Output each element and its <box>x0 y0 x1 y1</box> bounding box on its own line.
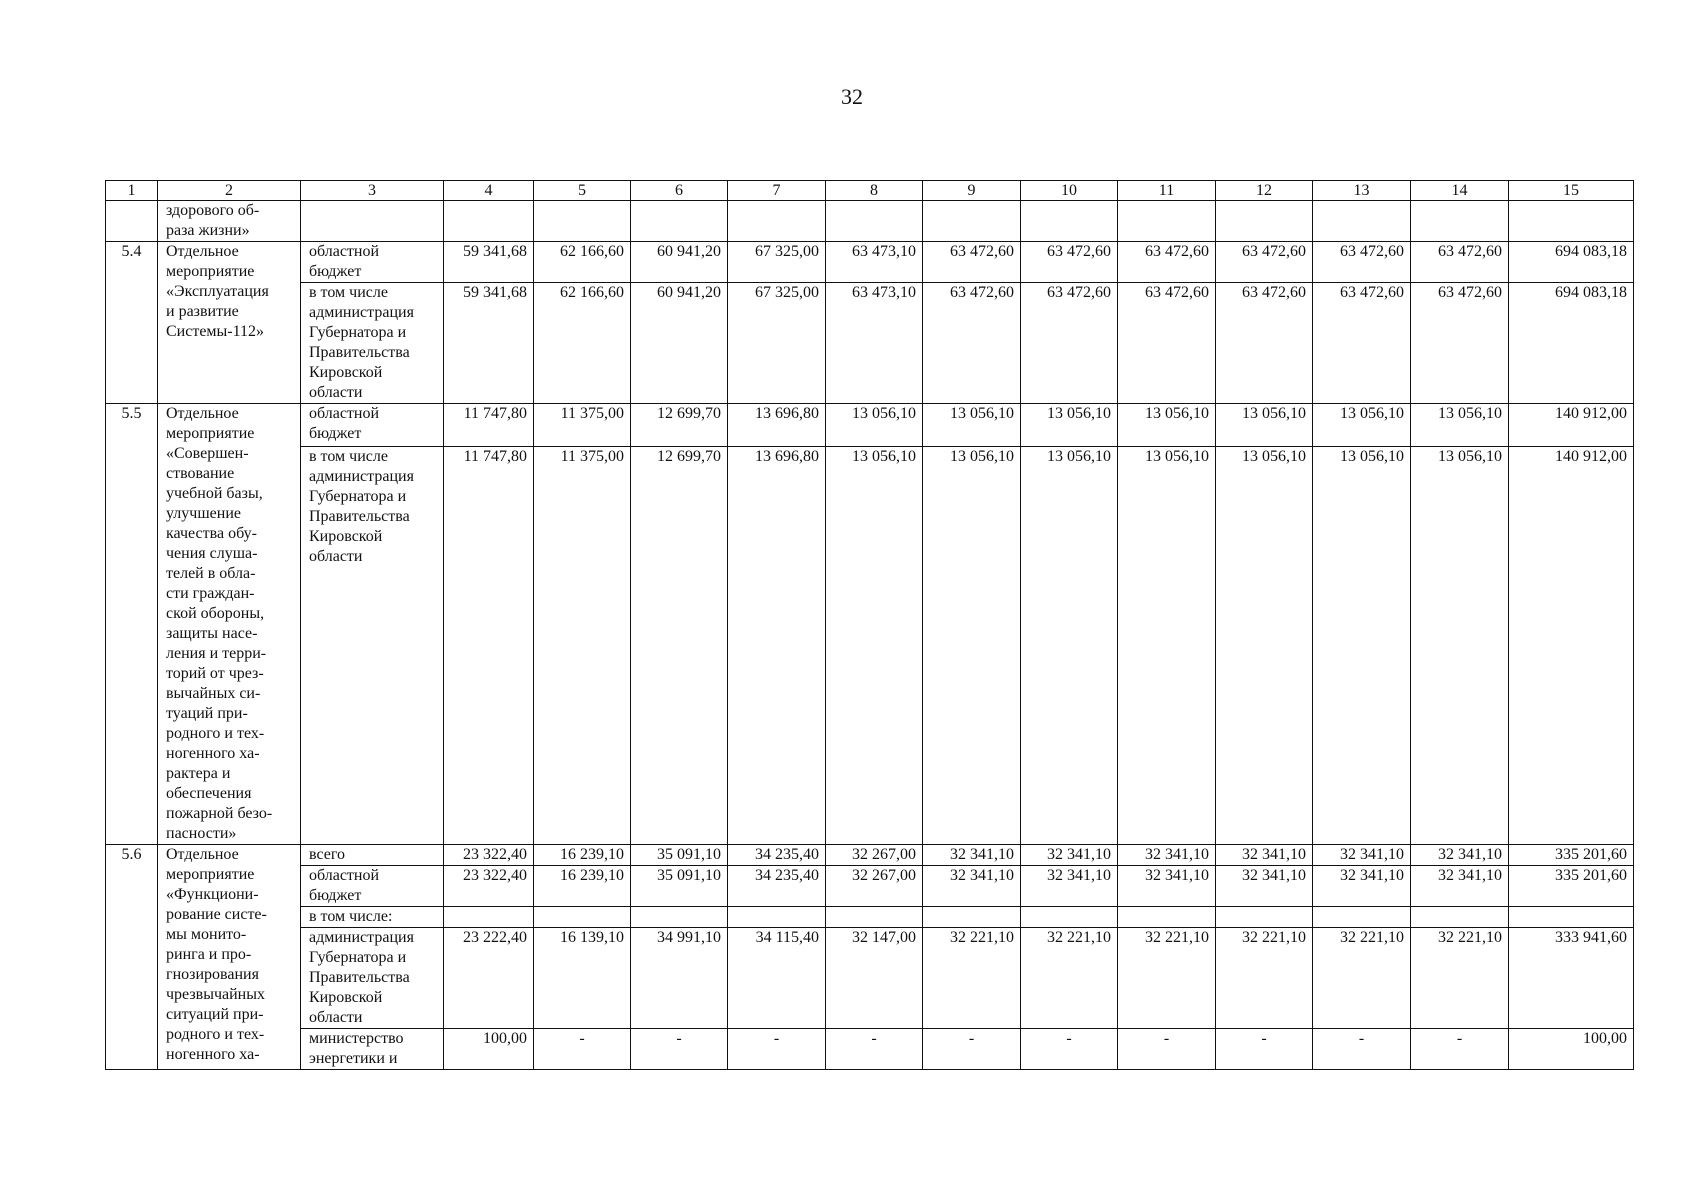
value-cell <box>728 907 826 928</box>
value-cell: 63 472,60 <box>1411 283 1509 404</box>
value-cell: 63 472,60 <box>1118 283 1216 404</box>
column-number-header: 14 <box>1411 181 1509 201</box>
value-cell: 13 056,10 <box>923 404 1021 447</box>
page-number: 32 <box>841 84 863 109</box>
value-cell: 13 056,10 <box>1021 446 1118 844</box>
funding-source-cell: в том числе администрация Губернатора и Правительства Кировской области <box>301 446 444 844</box>
value-cell: 23 322,40 <box>444 866 534 907</box>
funding-source-cell: областной бюджет <box>301 242 444 283</box>
value-cell: 32 341,10 <box>1021 845 1118 866</box>
value-cell: 62 166,60 <box>534 242 631 283</box>
empty-cell <box>1313 201 1411 242</box>
value-cell: 32 341,10 <box>1216 845 1313 866</box>
value-cell: 63 472,60 <box>1021 283 1118 404</box>
item-number-cell: 5.6 <box>106 845 158 1070</box>
table-row <box>106 242 1634 283</box>
item-name-cell: Отдельное мероприятие «Совершен- ствование учебной базы, улучшение качества обу- чения слуша- телей в обла- сти граждан- ской обороны, защиты насе- ления и терри- торий от чрез- вычайных си- туаций при- родного и тех- ногенного ха- рактера и обеспечения пожарной безо- пасности» <box>158 404 301 845</box>
value-cell: 32 341,10 <box>1411 866 1509 907</box>
value-cell: 59 341,68 <box>444 283 534 404</box>
value-cell: 32 221,10 <box>1411 928 1509 1029</box>
value-cell: 32 221,10 <box>923 928 1021 1029</box>
value-cell: - <box>1118 1029 1216 1070</box>
value-cell: 34 235,40 <box>728 845 826 866</box>
column-number-header: 1 <box>106 181 158 201</box>
value-cell: - <box>1216 1029 1313 1070</box>
value-cell: 63 473,10 <box>826 283 923 404</box>
column-number-header: 11 <box>1118 181 1216 201</box>
value-cell: - <box>1021 1029 1118 1070</box>
value-cell: 13 056,10 <box>1118 404 1216 447</box>
value-cell: - <box>534 1029 631 1070</box>
value-cell: 13 056,10 <box>1216 446 1313 844</box>
value-cell: 34 115,40 <box>728 928 826 1029</box>
empty-cell <box>1021 201 1118 242</box>
value-cell: 13 056,10 <box>1313 446 1411 844</box>
value-cell: 13 056,10 <box>1021 404 1118 447</box>
column-number-header: 13 <box>1313 181 1411 201</box>
value-cell: - <box>1411 1029 1509 1070</box>
value-cell: 32 147,00 <box>826 928 923 1029</box>
value-cell: 32 221,10 <box>1021 928 1118 1029</box>
empty-cell <box>1411 201 1509 242</box>
value-cell: 32 267,00 <box>826 845 923 866</box>
column-number-header: 2 <box>158 181 301 201</box>
value-cell: 11 375,00 <box>534 404 631 447</box>
value-cell: 11 747,80 <box>444 404 534 447</box>
value-cell: 60 941,20 <box>631 283 728 404</box>
value-cell: 34 235,40 <box>728 866 826 907</box>
value-cell: 32 341,10 <box>923 866 1021 907</box>
table-row <box>106 845 1634 866</box>
value-cell: 13 696,80 <box>728 446 826 844</box>
column-number-header: 3 <box>301 181 444 201</box>
value-cell <box>1313 907 1411 928</box>
value-cell: 140 912,00 <box>1509 404 1634 447</box>
item-name-cell: Отдельное мероприятие «Эксплуатация и развитие Системы-112» <box>158 242 301 404</box>
empty-cell <box>444 201 534 242</box>
funding-source-cell: в том числе: <box>301 907 444 928</box>
value-cell: 63 472,60 <box>923 242 1021 283</box>
value-cell: 63 473,10 <box>826 242 923 283</box>
table-row <box>106 907 1634 928</box>
value-cell <box>1118 907 1216 928</box>
value-cell: 32 341,10 <box>923 845 1021 866</box>
value-cell: - <box>728 1029 826 1070</box>
value-cell: 35 091,10 <box>631 866 728 907</box>
value-cell <box>923 907 1021 928</box>
table-row <box>106 866 1634 907</box>
item-name-cell: Отдельное мероприятие «Функциони- рование систе- мы монито- ринга и про- гнозирования чрезвычайных ситуаций при- родного и тех- ногенного ха- <box>158 845 301 1070</box>
empty-cell <box>534 201 631 242</box>
value-cell: 16 239,10 <box>534 866 631 907</box>
value-cell: 32 341,10 <box>1313 845 1411 866</box>
funding-source-cell: в том числе администрация Губернатора и Правительства Кировской области <box>301 283 444 404</box>
value-cell: 11 747,80 <box>444 446 534 844</box>
value-cell <box>1021 907 1118 928</box>
value-cell: - <box>826 1029 923 1070</box>
value-cell: 32 341,10 <box>1411 845 1509 866</box>
budget-table <box>105 180 1634 1070</box>
empty-cell <box>728 201 826 242</box>
value-cell: 13 056,10 <box>1216 404 1313 447</box>
value-cell: - <box>631 1029 728 1070</box>
value-cell: 23 322,40 <box>444 845 534 866</box>
column-number-header: 15 <box>1509 181 1634 201</box>
empty-cell <box>1509 201 1634 242</box>
table-row <box>106 201 1634 242</box>
funding-source-cell: областной бюджет <box>301 404 444 447</box>
value-cell: 13 056,10 <box>923 446 1021 844</box>
value-cell <box>1411 907 1509 928</box>
value-cell: 63 472,60 <box>1313 283 1411 404</box>
value-cell: 34 991,10 <box>631 928 728 1029</box>
value-cell: 63 472,60 <box>1216 242 1313 283</box>
value-cell: 140 912,00 <box>1509 446 1634 844</box>
value-cell: 335 201,60 <box>1509 866 1634 907</box>
table-row <box>106 446 1634 844</box>
value-cell: 16 139,10 <box>534 928 631 1029</box>
empty-cell <box>301 201 444 242</box>
value-cell: 32 221,10 <box>1216 928 1313 1029</box>
value-cell <box>826 907 923 928</box>
value-cell: 100,00 <box>444 1029 534 1070</box>
value-cell: 32 341,10 <box>1216 866 1313 907</box>
funding-source-cell: областной бюджет <box>301 866 444 907</box>
column-number-header: 9 <box>923 181 1021 201</box>
value-cell: 694 083,18 <box>1509 283 1634 404</box>
value-cell: - <box>923 1029 1021 1070</box>
value-cell <box>631 907 728 928</box>
value-cell: 63 472,60 <box>923 283 1021 404</box>
column-number-header: 4 <box>444 181 534 201</box>
value-cell: 32 221,10 <box>1313 928 1411 1029</box>
item-number-cell <box>106 201 158 242</box>
table-row <box>106 928 1634 1029</box>
value-cell: 11 375,00 <box>534 446 631 844</box>
value-cell: 13 696,80 <box>728 404 826 447</box>
value-cell <box>534 907 631 928</box>
value-cell: 694 083,18 <box>1509 242 1634 283</box>
value-cell: 12 699,70 <box>631 404 728 447</box>
column-number-header: 6 <box>631 181 728 201</box>
column-number-header: 5 <box>534 181 631 201</box>
empty-cell <box>1216 201 1313 242</box>
funding-source-cell: администрация Губернатора и Правительства Кировской области <box>301 928 444 1029</box>
value-cell: 32 341,10 <box>1313 866 1411 907</box>
value-cell <box>1509 907 1634 928</box>
value-cell: 333 941,60 <box>1509 928 1634 1029</box>
table-body <box>106 201 1634 1070</box>
empty-cell <box>923 201 1021 242</box>
value-cell: 62 166,60 <box>534 283 631 404</box>
funding-source-cell: всего <box>301 845 444 866</box>
value-cell <box>444 907 534 928</box>
empty-cell <box>826 201 923 242</box>
table-row <box>106 1029 1634 1070</box>
value-cell: 100,00 <box>1509 1029 1634 1070</box>
value-cell: 32 267,00 <box>826 866 923 907</box>
value-cell: 13 056,10 <box>1411 446 1509 844</box>
value-cell <box>1216 907 1313 928</box>
table-row <box>106 283 1634 404</box>
value-cell: - <box>1313 1029 1411 1070</box>
item-number-cell: 5.5 <box>106 404 158 845</box>
value-cell: 32 341,10 <box>1118 845 1216 866</box>
value-cell: 13 056,10 <box>826 404 923 447</box>
value-cell: 63 472,60 <box>1313 242 1411 283</box>
value-cell: 13 056,10 <box>826 446 923 844</box>
value-cell: 63 472,60 <box>1021 242 1118 283</box>
value-cell: 16 239,10 <box>534 845 631 866</box>
value-cell: 67 325,00 <box>728 283 826 404</box>
value-cell: 13 056,10 <box>1313 404 1411 447</box>
value-cell: 67 325,00 <box>728 242 826 283</box>
funding-source-cell: министерство энергетики и <box>301 1029 444 1070</box>
value-cell: 23 222,40 <box>444 928 534 1029</box>
value-cell: 32 221,10 <box>1118 928 1216 1029</box>
value-cell: 32 341,10 <box>1118 866 1216 907</box>
empty-cell <box>1118 201 1216 242</box>
column-number-row <box>106 181 1634 201</box>
column-number-header: 10 <box>1021 181 1118 201</box>
value-cell: 60 941,20 <box>631 242 728 283</box>
column-number-header: 12 <box>1216 181 1313 201</box>
value-cell: 13 056,10 <box>1411 404 1509 447</box>
value-cell: 32 341,10 <box>1021 866 1118 907</box>
value-cell: 335 201,60 <box>1509 845 1634 866</box>
column-number-header: 8 <box>826 181 923 201</box>
value-cell: 63 472,60 <box>1216 283 1313 404</box>
column-number-header: 7 <box>728 181 826 201</box>
value-cell: 59 341,68 <box>444 242 534 283</box>
item-number-cell: 5.4 <box>106 242 158 404</box>
empty-cell <box>631 201 728 242</box>
value-cell: 63 472,60 <box>1118 242 1216 283</box>
value-cell: 35 091,10 <box>631 845 728 866</box>
value-cell: 63 472,60 <box>1411 242 1509 283</box>
item-name-cell: здорового об- раза жизни» <box>158 201 301 242</box>
table-row <box>106 404 1634 447</box>
value-cell: 12 699,70 <box>631 446 728 844</box>
value-cell: 13 056,10 <box>1118 446 1216 844</box>
